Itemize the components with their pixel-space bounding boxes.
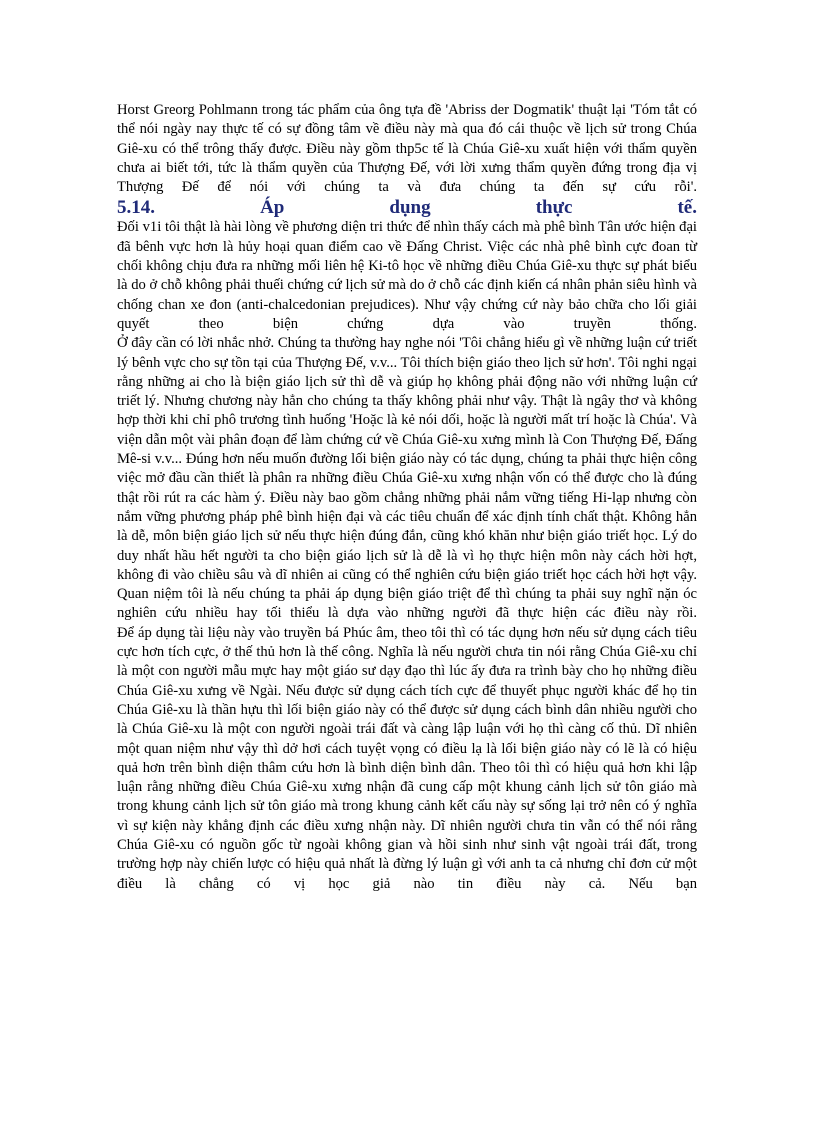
document-page xyxy=(117,101,697,894)
section-heading: 5.14. Áp dụng thực tế. xyxy=(117,197,697,219)
paragraph-evangelism-application: Để áp dụng tài liệu này vào truyền bá Phúc âm, theo tôi thì có tác dụng hơn nếu sử dụng cách tiêu cực hơn tích cực, ở thế thủ hơn là thế công. Nghĩa là nếu người chưa tin nói rằng Chúa Giê-xu chỉ là một con người mẫu mực hay một giáo sư dạy đạo thì lúc ấy đưa ra trình bày cho họ những điều Chúa Giê-xu xưng về Ngài. Nếu được sử dụng cách tích cực để thuyết phục người khác để họ tin Chúa Giê-xu là thần hựu thì lối biện giáo này có thể được sử dụng cách bình dân nhiều người cho là Chúa Giê-xu là một con người ngoài trái đất và càng lập luận với họ thì càng cố thủ. Dĩ nhiên một quan niệm như vậy thì dở hơi cách tuyệt vọng có điều lạ là lối biện giáo này có lẽ là có hiệu quả hơn trên bình diện thâm cứu hơn là bình diện bình dân. Theo tôi thì có hiệu quả hơn khi lập luận rằng những điều Chúa Giê-xu xưng nhận đã cung cấp một khung cảnh lịch sử tôn giáo mà trong khung cảnh lịch sử tôn giáo mà trong khung cảnh kết cấu này sự sống lại trở nên có ý nghĩa vì sự kiện này khẳng định các điều xưng nhận này. Dĩ nhiên người chưa tin vẫn có thể nói rằng Chúa Giê-xu có nguồn gốc từ ngoài không gian và hồi sinh như sinh vật ngoài trái đất, trong trường hợp này chiến lược có hiệu quả nhất là đừng lý luận gì với anh ta cả nhưng chỉ đơn cử một điều là chẳng có vị học giả nào tin điều này cả. Nếu bạn xyxy=(117,624,697,892)
paragraph-pohlmann-quote: Horst Greorg Pohlmann trong tác phẩm của ông tựa đề 'Abriss der Dogmatik' thuật lại 'Tóm tắt có thể nói ngày nay thực tế có sự đồng tâm về điều này mà qua đó cái thuộc về lịch sử trong Chúa Giê-xu có thể trông thấy được. Điều này gồm thp5c tế là Chúa Giê-xu xuất hiện với thẩm quyền chưa ai biết tới, tức là thẩm quyền của Thượng Đế, với lời xưng thẩm quyền đứng trong địa vị Thượng Đế để nói với chúng ta và đưa chúng ta đến sự cứu rỗi'. xyxy=(117,102,697,196)
paragraph-reminder: Ở đây cần có lời nhắc nhở. Chúng ta thường hay nghe nói 'Tôi chẳng hiểu gì về những luận cứ triết lý bênh vực cho sự tồn tại của Thượng Đế, v.v... Tôi thích biện giáo theo lịch sử hơn'. Tôi nghi ngại rằng những ai cho là biện giáo lịch sử thì dễ và giúp họ không phải động não với những luận cứ triết lý. Nhưng chương này hẳn cho chúng ta thấy không phải như vậy. Thật là ngây thơ và không hợp thời khi chỉ phô trương tình huống 'Hoặc là kẻ nói dối, hoặc là người mất trí hoặc là Chúa'. Và viện dẫn một vài phân đoạn để làm chứng cứ về Chúa Giê-xu xưng mình là Con Thượng Đế, Đấng Mê-si v.v... Đúng hơn nếu muốn đường lối biện giáo này có tác dụng, chúng ta phải thực hiện công việc mở đầu cần thiết là phân ra những điều Chúa Giê-xu xưng nhận vốn có thể được cho là đúng thật rồi rút ra các hàm ý. Điều này bao gồm chẳng những phải nắm vững tiếng Hi-lạp nhưng còn nắm vững phương pháp phê bình hiện đại và các tiêu chuẩn để xác định tính chất thật. Không hẳn là dễ, môn biện giáo lịch sử nếu thực hiện đúng đắn, cũng khó khăn như biện giáo triết học. Lý do duy nhất hầu hết người ta cho biện giáo lịch sử là dễ là vì họ thực hiện môn này cách hời hợt, không đi vào chiều sâu và dĩ nhiên ai cũng có thể nghiên cứu biện giáo triết học cách hời hợt vậy. Quan niệm tôi là nếu chúng ta phải áp dụng biện giáo triệt để thì chúng ta phải suy nghĩ nặn óc nghiên cứu nhiều hay tối thiểu là dựa vào những người đã thực hiện các điều này rồi. xyxy=(117,335,697,622)
paragraph-intellectual-satisfaction: Đối v1i tôi thật là hài lòng về phương diện tri thức để nhìn thấy cách mà phê bình Tân ước hiện đại đã bênh vực hơn là hủy hoại quan điểm cao về Đấng Christ. Việc các nhà phê bình cực đoan từ chối không chịu đưa ra những mối liên hệ Ki-tô học về những điều Chúa Giê-xu thực sự phát biểu là do ở chỗ không phải thuếi chứng cứ lịch sử mà do ở chỗ các định kiến cá nhân phản siêu hình và chống chan xe đon (anti-chalcedonian prejudices). Như vậy chứng cứ này bảo chữa cho lối giải quyết theo biện chứng dựa vào truyền thống. xyxy=(117,219,697,332)
